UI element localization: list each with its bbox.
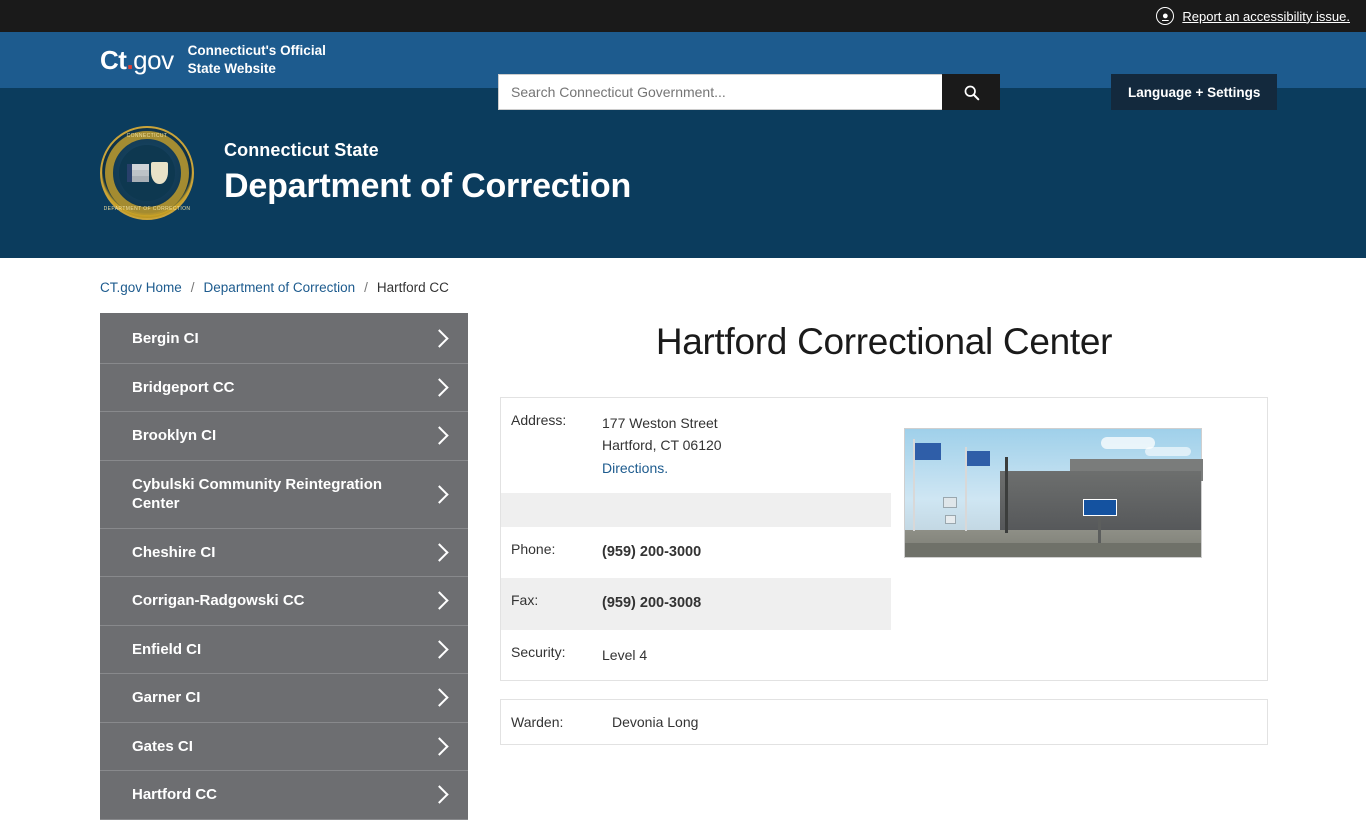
sidebar-item-enfield-ci[interactable] (100, 626, 468, 675)
ctgov-logo-gov: gov (133, 45, 174, 75)
chevron-right-icon (430, 330, 448, 348)
sidebar-item-label: Brooklyn CI (132, 427, 217, 444)
sidebar-item-label: Garner CI (132, 689, 201, 706)
agency-header (0, 88, 1366, 258)
facility-sidebar-nav (100, 313, 468, 820)
sidebar-item-label: Cybulski Community Reintegration Center (132, 475, 383, 512)
address-label: Address: (511, 412, 567, 428)
table-row-spacer (501, 493, 891, 527)
sidebar-item-label: Bridgeport CC (132, 378, 235, 396)
chevron-right-icon (430, 485, 448, 503)
facility-page-title: Hartford Correctional Center (655, 321, 1113, 362)
agency-title-block (224, 140, 631, 206)
sidebar-item-brooklyn-ci[interactable] (100, 412, 468, 461)
search-input[interactable] (498, 74, 942, 110)
ctgov-tagline (188, 42, 326, 78)
table-row (501, 527, 891, 578)
chevron-right-icon (430, 378, 448, 396)
breadcrumb-separator-2: / (364, 280, 368, 295)
ctgov-logo-ct: Ct (100, 45, 127, 75)
sidebar-item-label: Bergin CI (132, 330, 199, 347)
security-value: Level 4 (602, 646, 648, 663)
warden-card (500, 699, 1268, 745)
sidebar-item-gates-ci[interactable] (100, 723, 468, 772)
sidebar-item-cybulski-community-reintegration-center[interactable] (100, 461, 468, 529)
ctgov-logo-dot: . (126, 45, 134, 75)
breadcrumb-separator-1: / (190, 280, 195, 295)
fax-label: Fax: (511, 592, 539, 609)
breadcrumb-item-department[interactable]: Department of Correction (203, 280, 356, 295)
sidebar-item-label: Cheshire CI (132, 543, 216, 561)
ctgov-tagline-line1: Connecticut's Official (187, 42, 326, 58)
sidebar-item-label: Gates CI (132, 737, 193, 755)
phone-value: (959) 200-3000 (602, 544, 702, 561)
page-content (0, 258, 1366, 820)
address-line1: 177 Weston Street (602, 415, 718, 431)
seal-bottom-text: DEPARTMENT OF CORRECTION (103, 206, 191, 212)
page-title: Department of Correction (224, 167, 632, 205)
facility-info-card (500, 397, 1268, 681)
fax-value: (959) 200-3008 (602, 595, 702, 612)
sidebar-item-corrigan-radgowski-cc[interactable] (100, 577, 468, 626)
report-accessibility-issue-label: Report an accessibility issue. (1182, 8, 1350, 24)
search-button[interactable] (942, 74, 1000, 110)
ctgov-logo[interactable] (100, 47, 174, 73)
table-row (501, 398, 891, 493)
chevron-right-icon (430, 427, 448, 445)
seal-top-text: CONNECTICUT (126, 133, 168, 139)
chevron-right-icon (430, 640, 448, 658)
sidebar-item-cheshire-ci[interactable] (100, 529, 468, 578)
sidebar-item-bridgeport-cc[interactable] (100, 364, 468, 413)
chevron-right-icon (430, 543, 448, 561)
security-label: Security: (511, 643, 566, 660)
facility-photo-wrap (891, 398, 1202, 680)
sidebar-item-label: Enfield CI (132, 640, 202, 658)
sidebar-item-garner-ci[interactable] (100, 674, 468, 723)
sidebar-item-hartford-cc[interactable] (100, 771, 468, 820)
doc-seal-icon (100, 126, 194, 220)
breadcrumb (0, 258, 1366, 295)
main-content (468, 313, 1366, 820)
warden-value: Devonia Long (612, 713, 699, 730)
sidebar-item-label: Hartford CC (132, 786, 217, 803)
sidebar-item-label: Corrigan-Radgowski CC (132, 592, 305, 609)
table-row (501, 630, 891, 680)
ctgov-tagline-line2: State Website (187, 61, 276, 76)
accessibility-bar (0, 0, 1366, 32)
phone-label: Phone: (511, 541, 556, 558)
directions-link[interactable]: Directions. (602, 459, 669, 476)
address-value (602, 398, 732, 493)
chevron-right-icon (430, 737, 448, 755)
breadcrumb-item-home[interactable]: CT.gov Home (100, 280, 182, 295)
facility-info-table (501, 398, 891, 680)
report-accessibility-issue-link[interactable] (1156, 7, 1350, 25)
language-settings-button[interactable]: Language + Settings (1111, 74, 1277, 110)
breadcrumb-item-current: Hartford CC (376, 280, 449, 295)
chevron-right-icon (430, 689, 448, 707)
accessibility-icon: ● (1156, 7, 1174, 25)
warden-label: Warden: (511, 713, 564, 730)
table-row (501, 578, 891, 629)
chevron-right-icon (430, 592, 448, 610)
agency-eyebrow: Connecticut State (224, 140, 379, 160)
facility-photo (904, 428, 1202, 558)
site-search (498, 74, 1000, 110)
chevron-right-icon (430, 786, 448, 804)
sidebar-item-bergin-ci[interactable] (100, 315, 468, 364)
content-columns (0, 313, 1366, 820)
address-line2: Hartford, CT 06120 (602, 437, 722, 454)
ctgov-header-bar (0, 32, 1366, 100)
